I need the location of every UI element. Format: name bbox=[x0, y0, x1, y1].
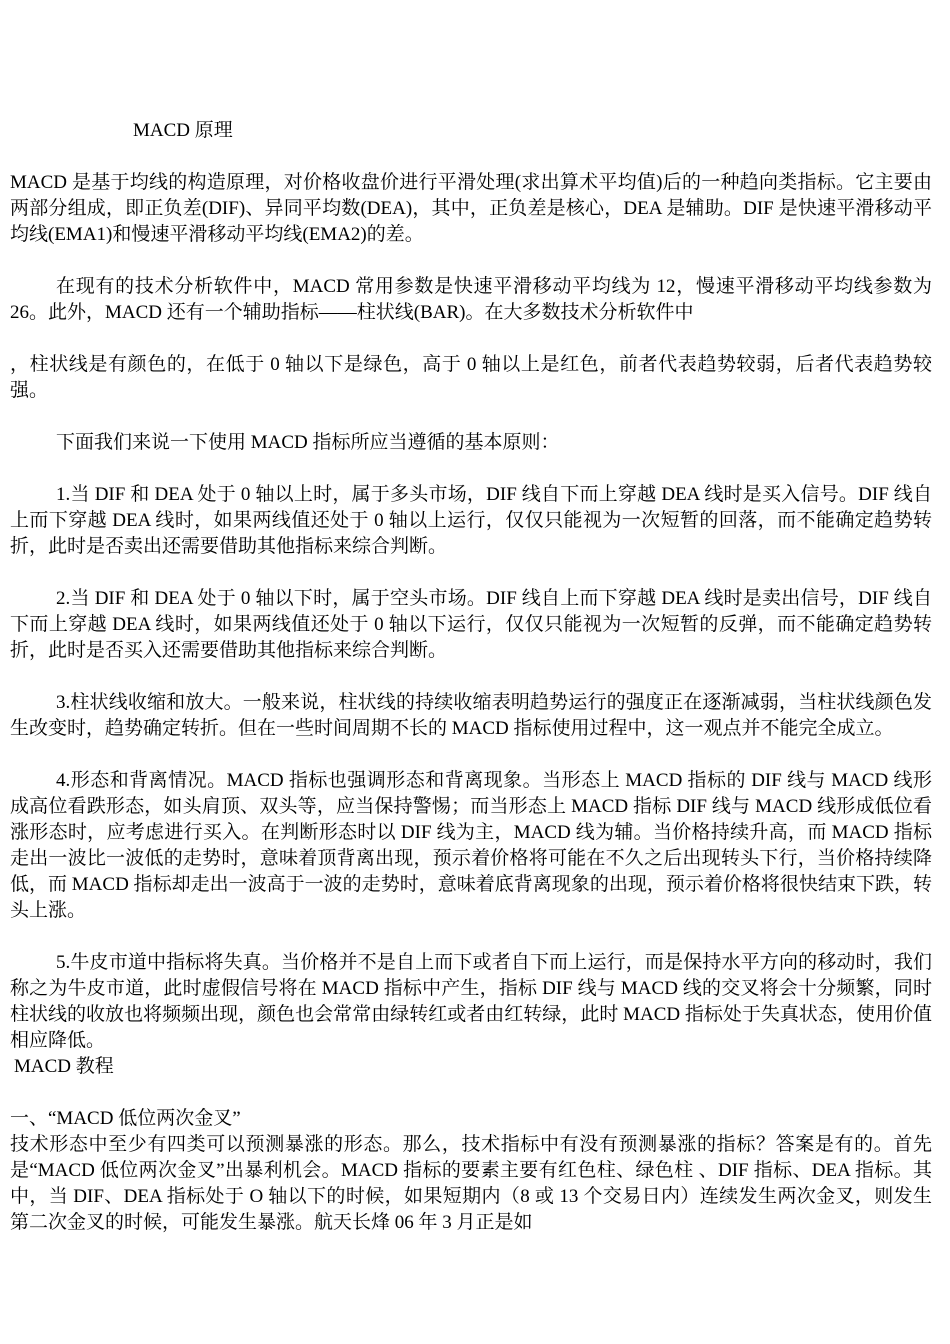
tutorial-title: MACD 教程 bbox=[14, 1056, 114, 1077]
rule-5-paragraph: 5.牛皮市道中指标将失真。当价格并不是自上而下或者自下而上运行，而是保持水平方向的移动时，我们称之为牛皮市道，此时虚假信号将在 MACD 指标中产生，指标 DIF 线与 MACD 线的交叉将会十分频繁，同时柱状线的收放也将频频出现，颜色也会常常由绿转红或者由红转绿，此时 MACD 指标处于失真状态，使用价值相应降低。 bbox=[10, 952, 932, 1051]
principles-intro-paragraph: 下面我们来说一下使用 MACD 指标所应当遵循的基本原则： bbox=[56, 432, 560, 453]
bar-color-paragraph: ，柱状线是有颜色的，在低于 0 轴以下是绿色，高于 0 轴以上是红色，前者代表趋势较弱，后者代表趋势较强。 bbox=[10, 354, 932, 401]
intro-paragraph: MACD 是基于均线的构造原理，对价格收盘价进行平滑处理(求出算术平均值)后的一种趋向类指标。它主要由两部分组成，即正负差(DIF)、异同平均数(DEA)，其中，正负差是核心，DEA 是辅助。DIF 是快速平滑移动平均线(EMA1)和慢速平滑移动平均线(EMA2)的差。 bbox=[10, 172, 932, 245]
document-title: MACD 原理 bbox=[133, 120, 233, 141]
rule-4-paragraph: 4.形态和背离情况。MACD 指标也强调形态和背离现象。当形态上 MACD 指标的 DIF 线与 MACD 线形成高位看跌形态，如头肩顶、双头等，应当保持警惕；而当形态上 MACD 指标 DIF 线与 MACD 线形成低位看涨形态时，应考虑进行买入。在判断形态时以 DIF 线为主，MACD 线为辅。当价格持续升高，而 MACD 指标走出一波比一波低的走势时，意味着顶背离出现，预示着价格将可能在不久之后出现转头下行，当价格持续降低，而 MACD 指标却走出一波高于一波的走势时，意味着底背离现象的出现，预示着价格将很快结束下跌，转头上涨。 bbox=[10, 770, 932, 921]
document-page bbox=[10, 118, 932, 1236]
software-paragraph: 在现有的技术分析软件中，MACD 常用参数是快速平滑移动平均线为 12，慢速平滑移动平均线参数为 26。此外，MACD 还有一个辅助指标——柱状线(BAR)。在大多数技术分析软件中 bbox=[10, 276, 932, 323]
rule-1-paragraph: 1.当 DIF 和 DEA 处于 0 轴以上时，属于多头市场，DIF 线自下而上穿越 DEA 线时是买入信号。DIF 线自上而下穿越 DEA 线时，如果两线值还处于 0 轴以上运行，仅仅只能视为一次短暂的回落，而不能确定趋势转折，此时是否卖出还需要借助其他指标来综合判断。 bbox=[10, 484, 932, 557]
rule-3-paragraph: 3.柱状线收缩和放大。一般来说，柱状线的持续收缩表明趋势运行的强度正在逐渐减弱，当柱状线颜色发生改变时，趋势确定转折。但在一些时间周期不长的 MACD 指标使用过程中，这一观点并不能完全成立。 bbox=[10, 692, 932, 739]
tutorial-sub-title: 一、“MACD 低位两次金叉” bbox=[10, 1108, 241, 1129]
rule-2-paragraph: 2.当 DIF 和 DEA 处于 0 轴以下时，属于空头市场。DIF 线自上而下穿越 DEA 线时是卖出信号，DIF 线自下而上穿越 DEA 线时，如果两线值还处于 0 轴以下运行，仅仅只能视为一次短暂的反弹，而不能确定趋势转折，此时是否买入还需要借助其他指标来综合判断。 bbox=[10, 588, 932, 661]
tutorial-paragraph: 技术形态中至少有四类可以预测暴涨的形态。那么，技术指标中有没有预测暴涨的指标？答案是有的。首先是“MACD 低位两次金叉”出暴利机会。MACD 指标的要素主要有红色柱、绿色柱 、DIF 指标、DEA 指标。其中，当 DIF、DEA 指标处于 O 轴以下的时候，如果短期内（8 或 13 个交易日内）连续发生两次金叉，则发生第二次金叉的时候，可能发生暴涨。航天长烽 06 年 3 月正是如 bbox=[10, 1134, 932, 1233]
